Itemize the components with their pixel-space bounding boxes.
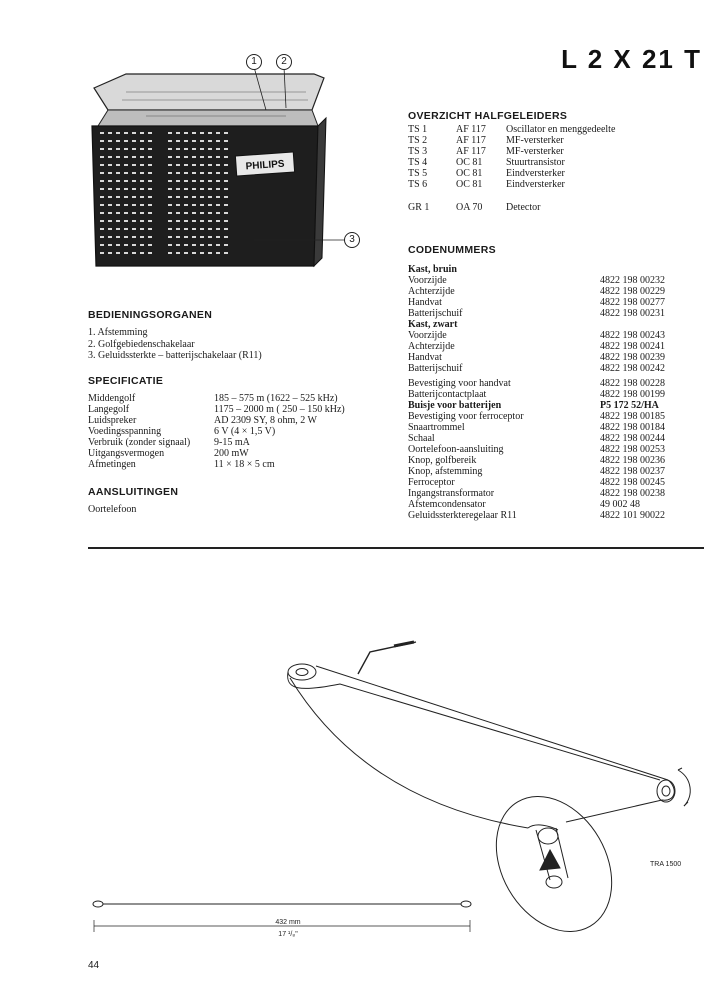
- table-row: Kast, bruin: [408, 264, 457, 275]
- model-title: L 2 X 21 T: [561, 44, 702, 74]
- specs-table: [88, 393, 388, 473]
- table-row: Uitgangsvermogen 200 mW: [88, 448, 249, 459]
- table-row: GR 1 OA 70 Detector: [408, 202, 541, 213]
- dial-cord-drawing: [80, 630, 720, 950]
- semiconductors-table: [408, 124, 708, 214]
- table-row: Kast, zwart: [408, 319, 458, 330]
- table-row: Langegolf 1175 – 2000 m ( 250 – 150 kHz): [88, 404, 345, 415]
- table-row: Ferroceptor 4822 198 00245: [408, 477, 665, 488]
- callout-1: 1: [246, 54, 262, 70]
- table-row: Voorzijde 4822 198 00243: [408, 330, 665, 341]
- table-row: Geluidssterkteregelaar R11 4822 101 90022: [408, 510, 665, 521]
- table-row: Luidspreker AD 2309 SY, 8 ohm, 2 W: [88, 415, 317, 426]
- callout-2: 2: [276, 54, 292, 70]
- table-row: Ingangstransformator 4822 198 00238: [408, 488, 665, 499]
- list-item: 1. Afstemming: [88, 327, 148, 338]
- table-row: Handvat 4822 198 00277: [408, 297, 665, 308]
- table-row: Bevestiging voor handvat 4822 198 00228: [408, 378, 665, 389]
- controls-list: [88, 327, 262, 362]
- table-row: Middengolf 185 – 575 m (1622 – 525 kHz): [88, 393, 338, 404]
- table-row: TS 5 OC 81 Eindversterker: [408, 168, 565, 179]
- table-row: Batterijschuif 4822 198 00231: [408, 308, 665, 319]
- table-row: Voorzijde 4822 198 00232: [408, 275, 665, 286]
- table-row: Verbruik (zonder signaal) 9-15 mA: [88, 437, 250, 448]
- table-row: Batterijschuif 4822 198 00242: [408, 363, 665, 374]
- dim-mm: 432 mm: [275, 919, 301, 926]
- radio-illustration: [86, 48, 366, 270]
- table-row: TS 3 AF 117 MF-versterker: [408, 146, 564, 157]
- table-row: Achterzijde 4822 198 00241: [408, 341, 665, 352]
- connections-heading: AANSLUITINGEN: [88, 486, 179, 498]
- codes-heading: CODENUMMERS: [408, 244, 496, 256]
- dim-inch: 17 ¹/₈": [278, 931, 298, 938]
- drawing-ref: TRA 1500: [650, 861, 682, 868]
- table-row: Voedingsspanning 6 V (4 × 1,5 V): [88, 426, 276, 437]
- section-divider: [88, 547, 704, 549]
- controls-heading: BEDIENINGSORGANEN: [88, 309, 213, 321]
- table-row: Bevestiging voor ferroceptor 4822 198 00185: [408, 411, 665, 422]
- table-row: Buisje voor batterijen P5 172 52/HA: [408, 400, 659, 411]
- specs-heading: SPECIFICATIE: [88, 375, 164, 387]
- table-row: Afstemcondensator 49 002 48: [408, 499, 640, 510]
- connections-item: Oortelefoon: [88, 504, 137, 515]
- table-row: Knop, afstemming 4822 198 00237: [408, 466, 665, 477]
- table-row: Knop, golfbereik 4822 198 00236: [408, 455, 665, 466]
- table-row: Afmetingen 11 × 18 × 5 cm: [88, 459, 275, 470]
- table-row: Oortelefoon-aansluiting 4822 198 00253: [408, 444, 665, 455]
- table-row: TS 1 AF 117 Oscillator en menggedeelte: [408, 124, 616, 135]
- list-item: 2. Golfgebiedenschakelaar: [88, 338, 195, 350]
- brand-logo: PHILIPS: [245, 158, 285, 173]
- table-row: TS 4 OC 81 Stuurtransistor: [408, 157, 565, 168]
- table-row: Batterijcontactplaat 4822 198 00199: [408, 389, 665, 400]
- table-row: TS 2 AF 117 MF-versterker: [408, 135, 564, 146]
- table-row: TS 6 OC 81 Eindversterker: [408, 179, 565, 190]
- list-item: 3. Geluidssterkte – batterijschakelaar (R11): [88, 350, 262, 361]
- table-row: Schaal 4822 198 00244: [408, 433, 665, 444]
- codes-table: [408, 264, 708, 528]
- semiconductors-heading: OVERZICHT HALFGELEIDERS: [408, 110, 568, 122]
- table-row: Snaartrommel 4822 198 00184: [408, 422, 665, 433]
- table-row: Handvat 4822 198 00239: [408, 352, 665, 363]
- page-number: 44: [88, 960, 100, 971]
- callout-3: 3: [344, 232, 360, 248]
- table-row: Achterzijde 4822 198 00229: [408, 286, 665, 297]
